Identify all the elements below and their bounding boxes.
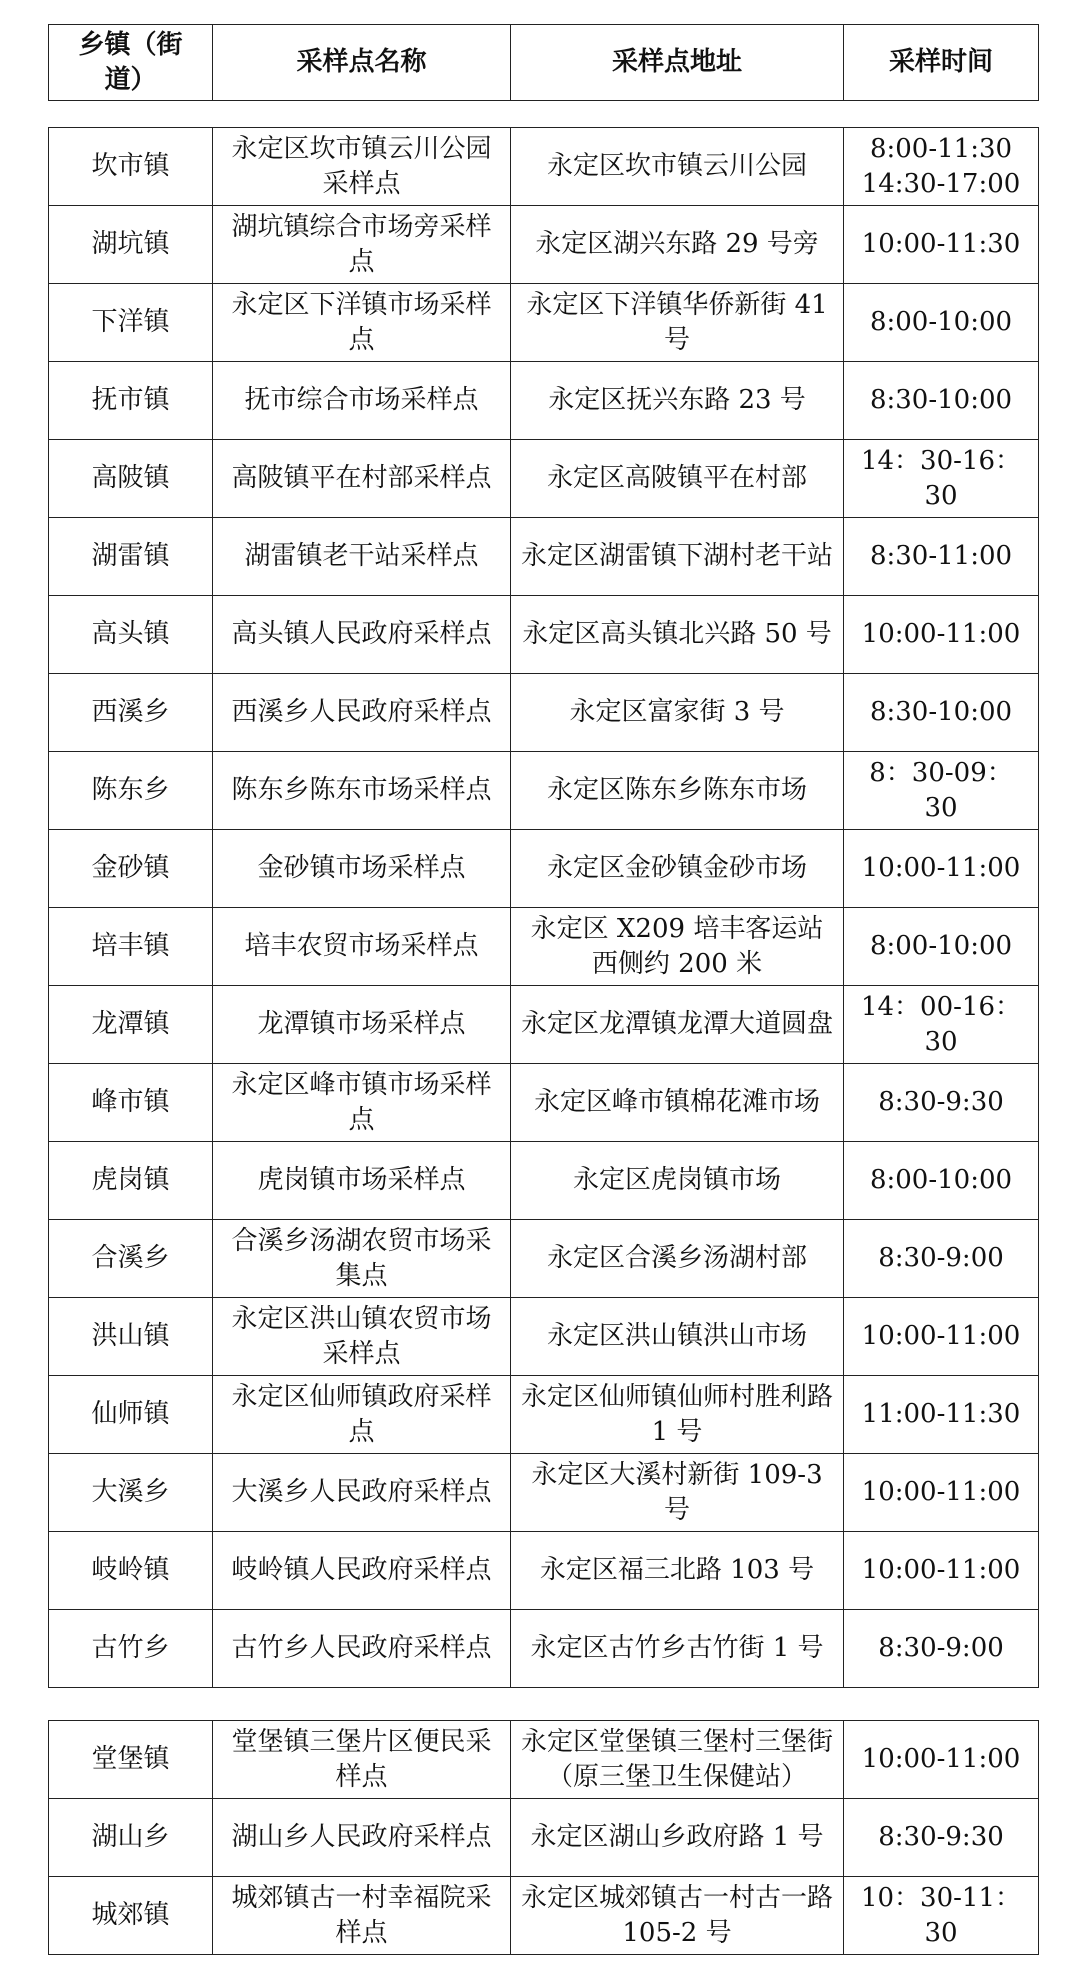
table-row <box>49 1454 1039 1532</box>
table-row <box>49 128 1039 206</box>
table-row <box>49 674 1039 752</box>
town-cell: 湖坑镇 <box>49 206 213 284</box>
site-address-cell: 永定区福三北路 103 号 <box>511 1532 844 1610</box>
site-address-cell: 永定区陈东乡陈东市场 <box>511 752 844 830</box>
site-address-cell: 永定区龙潭镇龙潭大道圆盘 <box>511 986 844 1064</box>
sampling-time-cell: 10:00-11:00 <box>844 830 1039 908</box>
sampling-time-cell: 8:30-10:00 <box>844 674 1039 752</box>
sampling-sites-table <box>48 127 1039 1688</box>
town-cell: 洪山镇 <box>49 1298 213 1376</box>
table-row <box>49 1376 1039 1454</box>
table-row <box>49 1064 1039 1142</box>
site-name-cell: 古竹乡人民政府采样点 <box>213 1610 511 1688</box>
site-address-cell: 永定区抚兴东路 23 号 <box>511 362 844 440</box>
table-row <box>49 1877 1039 1955</box>
site-name-cell: 合溪乡汤湖农贸市场采集点 <box>213 1220 511 1298</box>
site-name-cell: 永定区峰市镇市场采样点 <box>213 1064 511 1142</box>
town-cell: 仙师镇 <box>49 1376 213 1454</box>
header-time: 采样时间 <box>844 25 1039 101</box>
site-name-cell: 培丰农贸市场采样点 <box>213 908 511 986</box>
town-cell: 城郊镇 <box>49 1877 213 1955</box>
table-row <box>49 1610 1039 1688</box>
town-cell: 峰市镇 <box>49 1064 213 1142</box>
site-address-cell: 永定区合溪乡汤湖村部 <box>511 1220 844 1298</box>
sampling-time-cell: 8:30-9:00 <box>844 1220 1039 1298</box>
town-cell: 岐岭镇 <box>49 1532 213 1610</box>
table-row <box>49 1220 1039 1298</box>
table-row <box>49 1532 1039 1610</box>
table-row <box>49 1721 1039 1799</box>
site-address-cell: 永定区湖兴东路 29 号旁 <box>511 206 844 284</box>
site-address-cell: 永定区湖雷镇下湖村老干站 <box>511 518 844 596</box>
site-name-cell: 湖山乡人民政府采样点 <box>213 1799 511 1877</box>
site-name-cell: 抚市综合市场采样点 <box>213 362 511 440</box>
town-cell: 龙潭镇 <box>49 986 213 1064</box>
site-address-cell: 永定区 X209 培丰客运站西侧约 200 米 <box>511 908 844 986</box>
sampling-time-cell: 8:30-9:30 <box>844 1799 1039 1877</box>
sampling-time-cell: 14：00-16：30 <box>844 986 1039 1064</box>
site-address-cell: 永定区坎市镇云川公园 <box>511 128 844 206</box>
site-name-cell: 堂堡镇三堡片区便民采样点 <box>213 1721 511 1799</box>
site-address-cell: 永定区堂堡镇三堡村三堡街（原三堡卫生保健站） <box>511 1721 844 1799</box>
sampling-time-cell: 8:00-10:00 <box>844 284 1039 362</box>
table-row <box>49 1298 1039 1376</box>
site-address-cell: 永定区古竹乡古竹街 1 号 <box>511 1610 844 1688</box>
sampling-time-cell: 11:00-11:30 <box>844 1376 1039 1454</box>
site-name-cell: 金砂镇市场采样点 <box>213 830 511 908</box>
site-address-cell: 永定区峰市镇棉花滩市场 <box>511 1064 844 1142</box>
town-cell: 抚市镇 <box>49 362 213 440</box>
sampling-time-cell: 10:00-11:30 <box>844 206 1039 284</box>
site-address-cell: 永定区大溪村新街 109-3 号 <box>511 1454 844 1532</box>
sampling-time-cell: 8:00-10:00 <box>844 908 1039 986</box>
sampling-time-cell: 10：30-11：30 <box>844 1877 1039 1955</box>
table-row <box>49 752 1039 830</box>
header-site-name: 采样点名称 <box>213 25 511 101</box>
town-cell: 古竹乡 <box>49 1610 213 1688</box>
town-cell: 培丰镇 <box>49 908 213 986</box>
site-address-cell: 永定区仙师镇仙师村胜利路 1 号 <box>511 1376 844 1454</box>
site-name-cell: 西溪乡人民政府采样点 <box>213 674 511 752</box>
town-cell: 合溪乡 <box>49 1220 213 1298</box>
site-address-cell: 永定区城郊镇古一村古一路 105-2 号 <box>511 1877 844 1955</box>
site-name-cell: 高头镇人民政府采样点 <box>213 596 511 674</box>
site-name-cell: 龙潭镇市场采样点 <box>213 986 511 1064</box>
sampling-time-cell: 8：30-09：30 <box>844 752 1039 830</box>
table-row <box>49 1799 1039 1877</box>
site-name-cell: 城郊镇古一村幸福院采样点 <box>213 1877 511 1955</box>
sampling-time-cell: 14：30-16：30 <box>844 440 1039 518</box>
site-name-cell: 高陂镇平在村部采样点 <box>213 440 511 518</box>
table-row <box>49 518 1039 596</box>
site-address-cell: 永定区虎岗镇市场 <box>511 1142 844 1220</box>
town-cell: 高头镇 <box>49 596 213 674</box>
sampling-time-cell: 8:00-11:30 14:30-17:00 <box>844 128 1039 206</box>
sampling-time-cell: 8:30-11:00 <box>844 518 1039 596</box>
site-address-cell: 永定区高陂镇平在村部 <box>511 440 844 518</box>
site-name-cell: 永定区下洋镇市场采样点 <box>213 284 511 362</box>
site-name-cell: 永定区坎市镇云川公园采样点 <box>213 128 511 206</box>
sampling-time-cell: 8:00-10:00 <box>844 1142 1039 1220</box>
table-row <box>49 596 1039 674</box>
sampling-time-cell: 8:30-10:00 <box>844 362 1039 440</box>
site-name-cell: 陈东乡陈东市场采样点 <box>213 752 511 830</box>
town-cell: 虎岗镇 <box>49 1142 213 1220</box>
site-address-cell: 永定区湖山乡政府路 1 号 <box>511 1799 844 1877</box>
sampling-time-cell: 10:00-11:00 <box>844 1721 1039 1799</box>
town-cell: 金砂镇 <box>49 830 213 908</box>
header-row <box>49 25 1039 101</box>
header-town: 乡镇（街道） <box>49 25 213 101</box>
site-name-cell: 虎岗镇市场采样点 <box>213 1142 511 1220</box>
town-cell: 高陂镇 <box>49 440 213 518</box>
sampling-time-cell: 10:00-11:00 <box>844 1454 1039 1532</box>
town-cell: 陈东乡 <box>49 752 213 830</box>
site-name-cell: 岐岭镇人民政府采样点 <box>213 1532 511 1610</box>
town-cell: 湖山乡 <box>49 1799 213 1877</box>
town-cell: 下洋镇 <box>49 284 213 362</box>
site-name-cell: 大溪乡人民政府采样点 <box>213 1454 511 1532</box>
site-name-cell: 湖坑镇综合市场旁采样点 <box>213 206 511 284</box>
table-row <box>49 1142 1039 1220</box>
site-address-cell: 永定区富家街 3 号 <box>511 674 844 752</box>
site-address-cell: 永定区下洋镇华侨新街 41 号 <box>511 284 844 362</box>
header-site-address: 采样点地址 <box>511 25 844 101</box>
site-name-cell: 湖雷镇老干站采样点 <box>213 518 511 596</box>
town-cell: 西溪乡 <box>49 674 213 752</box>
town-cell: 大溪乡 <box>49 1454 213 1532</box>
site-address-cell: 永定区金砂镇金砂市场 <box>511 830 844 908</box>
sampling-time-cell: 10:00-11:00 <box>844 1532 1039 1610</box>
site-address-cell: 永定区洪山镇洪山市场 <box>511 1298 844 1376</box>
town-cell: 坎市镇 <box>49 128 213 206</box>
site-name-cell: 永定区仙师镇政府采样点 <box>213 1376 511 1454</box>
sampling-time-cell: 8:30-9:00 <box>844 1610 1039 1688</box>
additional-sites-table <box>48 1720 1039 1955</box>
sampling-time-cell: 10:00-11:00 <box>844 596 1039 674</box>
table-row <box>49 830 1039 908</box>
site-address-cell: 永定区高头镇北兴路 50 号 <box>511 596 844 674</box>
table-row <box>49 440 1039 518</box>
site-name-cell: 永定区洪山镇农贸市场采样点 <box>213 1298 511 1376</box>
table-row <box>49 284 1039 362</box>
table-row <box>49 206 1039 284</box>
table-row <box>49 986 1039 1064</box>
sampling-time-cell: 8:30-9:30 <box>844 1064 1039 1142</box>
town-cell: 堂堡镇 <box>49 1721 213 1799</box>
table-row <box>49 362 1039 440</box>
header-table <box>48 24 1039 101</box>
sampling-time-cell: 10:00-11:00 <box>844 1298 1039 1376</box>
table-row <box>49 908 1039 986</box>
town-cell: 湖雷镇 <box>49 518 213 596</box>
